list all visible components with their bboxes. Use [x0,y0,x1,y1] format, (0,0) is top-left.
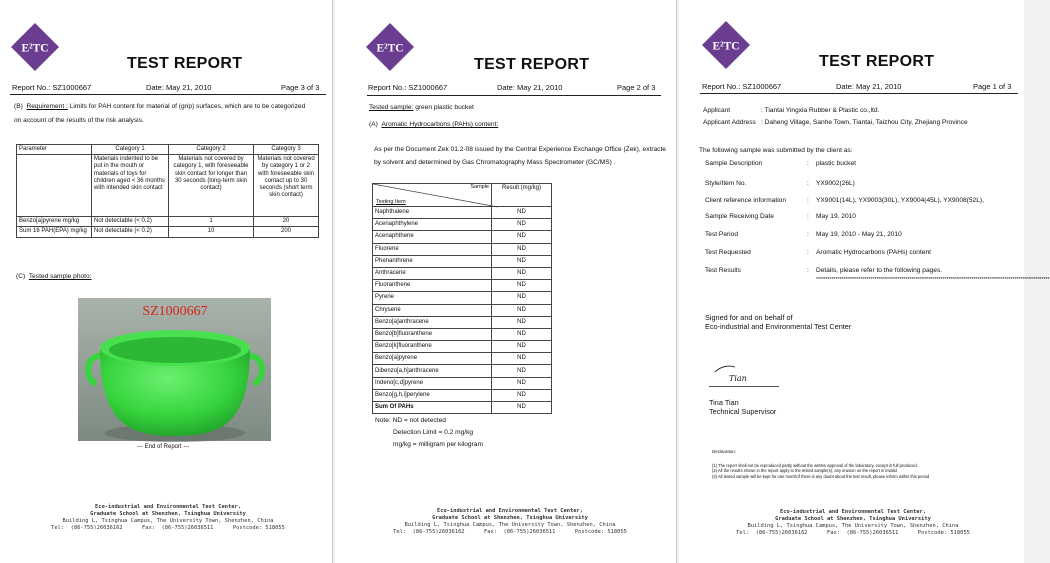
table-row [373,231,552,243]
page-title: TEST REPORT [127,55,243,72]
field-value: May 19, 2010 [816,213,856,220]
limits-table [16,144,319,238]
svg-text:E²TC: E²TC [712,40,740,53]
result-cell: ND [492,292,552,304]
table-row [373,207,552,219]
table-row [373,365,552,377]
field-colon: : [807,231,809,238]
result-cell: ND [492,341,552,353]
client-intro: The following sample was submitted by the client as: [699,147,853,154]
requirement-heading: Requirement : [26,103,68,110]
page-number: Page 3 of 3 [281,83,320,92]
note-units: mg/kg = milligram per kilogram [393,441,483,448]
testing-item-cell: Fluorene [373,243,492,255]
field-label: Sample Receiving Date [705,213,774,220]
signature [713,362,773,386]
signer-name: Tina Tian [709,398,739,407]
table-row [373,219,552,231]
testing-item-cell: Benzo[a]anthracene [373,316,492,328]
testing-item-cell: Indeno[c,d]pyrene [373,377,492,389]
note-detection-limit: Detection Limit = 0.2 mg/kg [393,429,474,436]
table-row [373,304,552,316]
report-page-1 [679,0,1050,563]
field-value: YX9001(14L), YX9003(30L), YX9004(45L), YX9008(52L), [816,197,984,204]
table-row [373,402,552,414]
testing-item-cell: Benzo[g,h,i]perylene [373,389,492,401]
lab-footer: Eco-industrial and Environmental Test Center, Graduate School at Shenzhen, Tsinghua University Building L, Tsinghua Campus, The University Town, Shenzhen, China Tel: (86-755)26036162 Fax: (86-755)26036511 Postcode: 518055 [393,508,627,536]
applicant-label: Applicant [703,107,731,114]
report-number: Report No.: SZ1000667 [702,82,782,91]
header-cell: Category 1 [92,145,169,155]
svg-text:E²TC: E²TC [376,42,404,55]
requirement-line-2: on account of the results of the risk analysis. [14,117,144,124]
testing-item-cell: Anthracene [373,267,492,279]
result-cell: ND [492,304,552,316]
field-colon: : [807,213,809,220]
result-cell: ND [492,402,552,414]
table-cell: 200 [254,227,319,237]
table-row [373,377,552,389]
result-cell: ND [492,207,552,219]
table-row [17,155,319,217]
table-cell: 1 [169,217,254,227]
table-cell: Not detectable (< 0.2) [92,217,169,227]
header-cell: Category 2 [169,145,254,155]
result-cell: ND [492,243,552,255]
table-row [373,267,552,279]
testing-item-cell: Benzo[b]fluoranthene [373,328,492,340]
testing-item-cell: Dibenzo[a,h]anthracene [373,365,492,377]
e2tc-logo-icon [365,22,415,72]
diagonal-header-cell: Sample Testing Item [373,184,492,207]
declaration-heading: Declaration: [712,449,737,454]
report-date: Date: May 21, 2010 [146,83,212,92]
result-cell: ND [492,280,552,292]
table-row [373,353,552,365]
address-value: : Daheng Village, Sanhe Town, Tiantai, Taizhou City, Zhejiang Province [761,119,968,126]
field-label: Sample Description [705,160,763,167]
table-row [373,280,552,292]
table-header-row [17,145,319,155]
table-row [373,292,552,304]
method-text-1: As per the Document Zek 01.2-08 issued by the Central Experience Exchange Office (Zek), extracte [374,146,666,153]
header-rule [10,94,326,95]
page-number: Page 2 of 3 [617,83,656,92]
table-cell: Materials not covered by category 1 or 2 with foreseeable skin contact up to 30 seconds (short term skin contact) [254,155,319,217]
field-colon: : [807,180,809,187]
field-colon: : [807,160,809,167]
field-value: plastic bucket [816,160,856,167]
table-cell: 10 [169,227,254,237]
result-cell: ND [492,267,552,279]
result-cell: ND [492,231,552,243]
result-cell: ND [492,328,552,340]
testing-item-cell: Acenaphthene [373,231,492,243]
sample-photo [78,298,271,441]
field-label: Client reference information [705,197,786,204]
field-colon: : [807,197,809,204]
svg-text:SZ1000667: SZ1000667 [142,304,208,319]
lab-footer: Eco-industrial and Environmental Test Center, Graduate School at Shenzhen, Tsinghua University Building L, Tsinghua Campus, The University Town, Shenzhen, China Tel: (86-755)26036162 Fax: (86-755)26036511 Postcode: 518055 [51,504,285,532]
applicant-value: : Tiantai Yingxia Rubber & Plastic co.,ltd. [761,107,880,114]
tested-sample-line: Tested sample: green plastic bucket [369,104,474,111]
testing-item-cell: Phenanthrene [373,255,492,267]
table-cell: 20 [254,217,319,227]
method-text-2: by solvent and determined by Gas Chromatography Mass Spectrometer (GC/MS) . [374,159,616,166]
result-cell: ND [492,389,552,401]
testing-item-cell: Fluoranthene [373,280,492,292]
e2tc-logo-icon [10,22,60,72]
result-cell: ND [492,255,552,267]
signed-line-1: Signed for and on behalf of [705,313,793,322]
lab-footer: Eco-industrial and Environmental Test Center, Graduate School at Shenzhen, Tsinghua University Building L, Tsinghua Campus, The University Town, Shenzhen, China Tel: (86-755)26036162 Fax: (86-755)26036511 Postcode: 518055 [736,509,970,537]
e2tc-logo-icon [701,20,751,70]
result-cell: ND [492,219,552,231]
table-cell [17,155,92,217]
field-value: Details, please refer to the following pages. [816,267,943,274]
testing-item-cell: Acenaphthylene [373,219,492,231]
section-heading: (A) Aromatic Hydrocarbons (PAHs) content: [369,121,499,128]
table-row [373,341,552,353]
header-cell: Result (mg/kg) [492,184,552,207]
testing-item-cell: Benzo[k]fluoranthene [373,341,492,353]
requirement-line: (B) Requirement : Limits for PAH content for material of (grip) surfaces, which are to be categorized [14,103,306,110]
header-rule [700,93,1018,94]
testing-item-cell: Pyrene [373,292,492,304]
signer-title: Technical Supervisor [709,407,777,416]
table-cell: Sum 16 PAH(EPA) mg/kg [17,227,92,237]
field-value: Aromatic Hydrocarbons (PAHs) content [816,249,931,256]
table-row [17,217,319,227]
report-date: Date: May 21, 2010 [497,83,563,92]
field-label: Test Results [705,267,741,274]
result-cell: ND [492,377,552,389]
report-page-2 [335,0,677,563]
header-cell: Parameter [17,145,92,155]
result-cell: ND [492,353,552,365]
result-cell: ND [492,316,552,328]
report-number: Report No.: SZ1000667 [12,83,92,92]
field-colon: : [807,249,809,256]
report-number: Report No.: SZ1000667 [368,83,448,92]
report-date: Date: May 21, 2010 [836,82,902,91]
page-number: Page 1 of 3 [973,82,1012,91]
table-cell: Materials indented to be put in the mouth or materials of toys for children aged < 36 months with intended skin contact [92,155,169,217]
table-cell: Benzo[a]pyrene mg/kg [17,217,92,227]
svg-text:E²TC: E²TC [21,42,49,55]
svg-text:Tian: Tian [729,374,747,383]
testing-item-cell: Naphthalene [373,207,492,219]
table-row [373,389,552,401]
testing-item-cell: Chrysene [373,304,492,316]
pah-results-table [372,183,552,414]
report-page-3 [0,0,333,563]
end-of-report: --- End of Report --- [137,444,190,450]
table-row [373,243,552,255]
header-cell: Category 3 [254,145,319,155]
note-nd: Note: ND = not detected [375,417,446,424]
result-cell: ND [492,365,552,377]
field-value: YX9002(26L) [816,180,855,187]
table-cell: Materials not covered by category 1, with foreseeable skin contact for longer than 30 seconds (long-term skin contact) [169,155,254,217]
table-row [373,328,552,340]
field-label: Test Requested [705,249,751,256]
table-row [373,316,552,328]
field-label: Style/Item No. [705,180,747,187]
address-label: Applicant Address [703,119,756,126]
field-colon: : [807,267,809,274]
testing-item-cell: Benzo[a]pyrene [373,353,492,365]
testing-item-cell: Sum Of PAHs [373,402,492,414]
table-row [17,227,319,237]
field-label: Test Period [705,231,738,238]
signature-line [709,386,779,387]
signed-line-2: Eco-industrial and Environmental Test Center [705,322,852,331]
declaration-text: (1) The report shall not be reproduced partly without the written approval of the laboratory, except in full produced. (2) All the results shown in the report apply to the tested sample(s); any erasion on the report is invalid (3) All tested sample will be kept for one month;if there is any doubt about the test result, please inform within this period [712,463,930,479]
table-header-row [373,184,552,207]
header-rule [367,95,661,96]
stars-separator: ************************************************************************************************************************ [816,277,1050,283]
table-row [373,255,552,267]
green-bucket-image [78,298,271,441]
field-value: May 19, 2010 - May 21, 2010 [816,231,902,238]
page-title: TEST REPORT [474,56,590,73]
table-cell: Not detectable (< 0.2) [92,227,169,237]
page-title: TEST REPORT [819,53,935,70]
photo-section-heading: (C) Tested sample photo: [16,273,92,280]
